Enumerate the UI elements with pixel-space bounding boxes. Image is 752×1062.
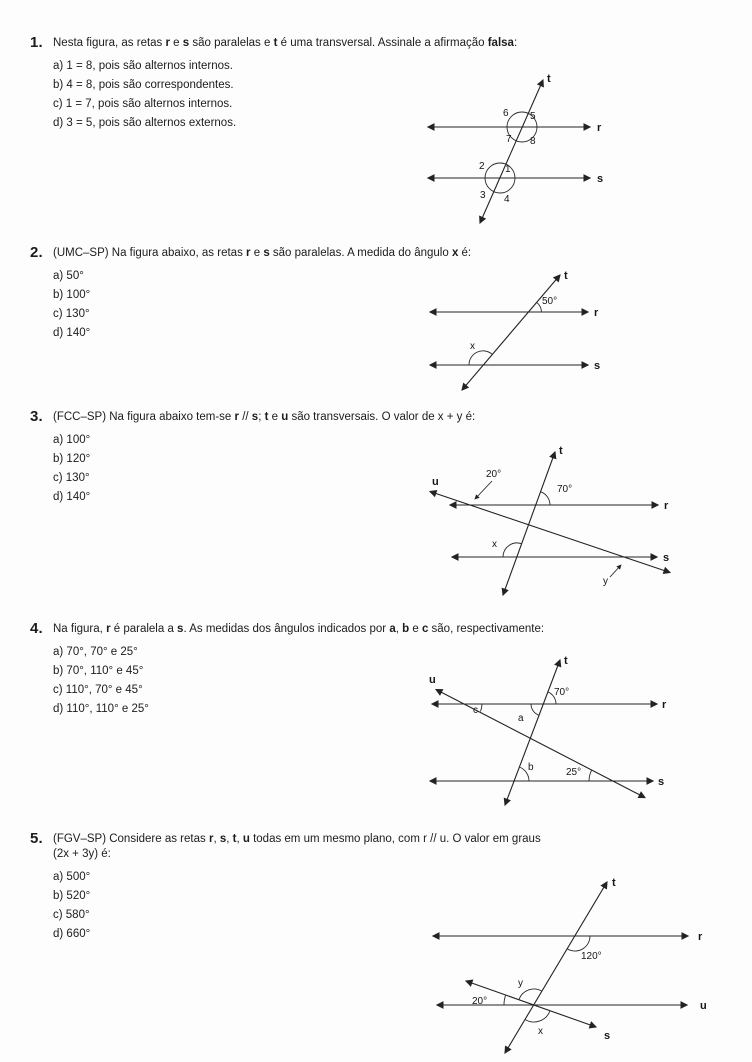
text-segment: ;: [258, 411, 265, 423]
question-option: c) 130°: [53, 308, 90, 320]
text-segment: e: [169, 37, 183, 49]
question-option: a) 1 = 8, pois são alternos internos.: [53, 60, 233, 72]
question-number: 4.: [30, 620, 43, 637]
question-text: [53, 410, 742, 425]
figure-label: t: [564, 270, 568, 282]
text-segment: e: [409, 623, 422, 635]
figure-label: a: [518, 713, 524, 724]
figure-label: 7: [506, 134, 512, 145]
text-segment: t: [232, 833, 237, 845]
leader-arrow: [475, 481, 492, 499]
text-segment: Nesta figura, as retas: [53, 37, 166, 49]
text-segment: r: [246, 247, 251, 259]
figure-label: 2: [479, 161, 485, 172]
figure-label: s: [658, 776, 665, 788]
text-segment: ,: [236, 833, 243, 845]
figure-label: 70°: [554, 687, 570, 698]
text-segment: r: [208, 833, 214, 845]
text-segment: x: [451, 247, 459, 259]
text-segment: :: [513, 37, 518, 49]
figure-label: 8: [530, 136, 536, 147]
figure-label: 20°: [486, 469, 502, 480]
line-t: [462, 275, 560, 390]
question-figure: [420, 428, 678, 614]
figure-label: t: [564, 655, 568, 667]
question-option: b) 120°: [53, 453, 91, 465]
figure-label: t: [559, 445, 563, 457]
question-option: a) 100°: [53, 434, 91, 446]
figure-label: r: [698, 931, 703, 943]
line-t: [503, 452, 555, 595]
figure-label: b: [528, 762, 534, 773]
figure-label: c: [473, 705, 478, 716]
text-segment: r: [106, 623, 111, 635]
question-option: a) 50°: [53, 270, 84, 282]
text-segment: r: [234, 411, 239, 423]
question-number: 5.: [30, 830, 43, 847]
line-t: [505, 660, 560, 805]
figure-label: r: [664, 500, 669, 512]
text-segment: é paralela a: [110, 623, 178, 635]
question-figure: [420, 858, 720, 1062]
text-segment: falsa: [487, 37, 514, 49]
question-body: [53, 36, 742, 133]
text-segment: s: [263, 247, 270, 259]
question-option: c) 130°: [53, 472, 90, 484]
figure-label: s: [594, 360, 601, 372]
question-option: d) 140°: [53, 491, 91, 503]
figure-label: 25°: [566, 767, 582, 778]
text-segment: são transversais. O valor de x + y é:: [288, 411, 476, 423]
text-segment: s: [182, 37, 190, 49]
angle-arc: [589, 770, 592, 781]
text-segment: u: [242, 833, 250, 845]
text-segment: é:: [458, 247, 472, 259]
text-segment: . As medidas dos ângulos indicados por: [183, 623, 390, 635]
question-figure: [420, 62, 620, 240]
text-segment: c: [421, 623, 429, 635]
leader-arrow: [610, 565, 621, 577]
text-segment: s: [251, 411, 259, 423]
figure-label: 4: [504, 194, 510, 205]
angle-arc: [504, 995, 506, 1005]
figure-label: u: [432, 476, 439, 488]
text-segment: é uma transversal. Assinale a afirmação: [277, 37, 488, 49]
figure-label: 50°: [542, 296, 558, 307]
figure-label: 3: [480, 190, 486, 201]
text-segment: b: [402, 623, 410, 635]
line-t: [505, 882, 607, 1053]
question-figure: [420, 265, 620, 400]
question-option: b) 4 = 8, pois são correspondentes.: [53, 79, 234, 91]
figure-label: 6: [503, 108, 509, 119]
figure-label: 120°: [581, 951, 602, 962]
figure-label: y: [603, 576, 608, 587]
angle-arc: [480, 704, 482, 712]
text-segment: a: [389, 623, 396, 635]
figure-label: 1: [505, 164, 511, 175]
figure-label: 5: [530, 111, 536, 122]
text-segment: Na figura,: [53, 623, 107, 635]
question-number: 1.: [30, 34, 43, 51]
question-block: [30, 246, 742, 343]
text-segment: ,: [395, 623, 403, 635]
text-segment: são paralelas e: [189, 37, 274, 49]
angle-arc: [536, 302, 541, 312]
question-option: a) 70°, 70° e 25°: [53, 646, 138, 658]
text-segment: (FGV–SP) Considere as retas: [53, 833, 209, 845]
question-option: c) 110°, 70° e 45°: [53, 684, 143, 696]
figure-label: x: [538, 1026, 543, 1037]
figure-label: u: [700, 1000, 707, 1012]
figure-label: x: [492, 539, 497, 550]
question-text: [53, 36, 742, 51]
text-segment: s: [177, 623, 184, 635]
question-option: b) 520°: [53, 890, 91, 902]
figure-label: y: [518, 978, 523, 989]
line-t: [480, 80, 543, 223]
question-option: d) 3 = 5, pois são alternos externos.: [53, 117, 237, 129]
question-block: [30, 36, 742, 133]
text-segment: r: [165, 37, 170, 49]
angle-arc: [541, 492, 550, 505]
question-option: c) 1 = 7, pois são alternos internos.: [53, 98, 233, 110]
question-number: 3.: [30, 408, 43, 425]
text-segment: s: [219, 833, 227, 845]
text-segment: são, respectivamente:: [428, 623, 545, 635]
text-segment: e: [250, 247, 264, 259]
angle-arc: [531, 704, 539, 715]
question-option: d) 660°: [53, 928, 91, 940]
figure-label: s: [597, 173, 604, 185]
figure-label: 20°: [472, 996, 488, 1007]
figure-label: u: [429, 674, 436, 686]
question-body: [53, 246, 742, 343]
figure-label: t: [547, 73, 551, 85]
angle-arc: [519, 989, 542, 1000]
question-option: c) 580°: [53, 909, 90, 921]
question-option: d) 110°, 110° e 25°: [53, 703, 149, 715]
question-option: d) 140°: [53, 327, 91, 339]
question-number: 2.: [30, 244, 43, 261]
text-segment: u: [281, 411, 289, 423]
text-segment: (2x + 3y) é:: [53, 848, 111, 860]
figure-label: t: [612, 877, 616, 889]
text-segment: ,: [226, 833, 233, 845]
text-segment: (FCC–SP) Na figura abaixo tem-se: [53, 411, 235, 423]
text-segment: são paralelas. A medida do ângulo: [269, 247, 452, 259]
text-segment: t: [264, 411, 269, 423]
figure-label: s: [604, 1030, 611, 1042]
question-text: [53, 622, 742, 637]
question-option: a) 500°: [53, 871, 91, 883]
text-segment: (UMC–SP) Na figura abaixo, as retas: [53, 247, 247, 259]
figure-label: x: [470, 341, 475, 352]
text-segment: t: [273, 37, 278, 49]
figure-label: r: [597, 122, 602, 134]
figure-label: s: [663, 552, 670, 564]
question-option: b) 100°: [53, 289, 91, 301]
question-figure: [420, 652, 678, 814]
text-segment: ,: [213, 833, 220, 845]
question-option: b) 70°, 110° e 45°: [53, 665, 144, 677]
text-segment: e: [268, 411, 282, 423]
figure-label: r: [594, 307, 599, 319]
figure-label: 70°: [557, 484, 573, 495]
question-text: [53, 246, 742, 261]
text-segment: //: [239, 411, 252, 423]
text-segment: todas em um mesmo plano, com r // u. O valor em graus: [249, 833, 541, 845]
figure-label: r: [662, 699, 667, 711]
